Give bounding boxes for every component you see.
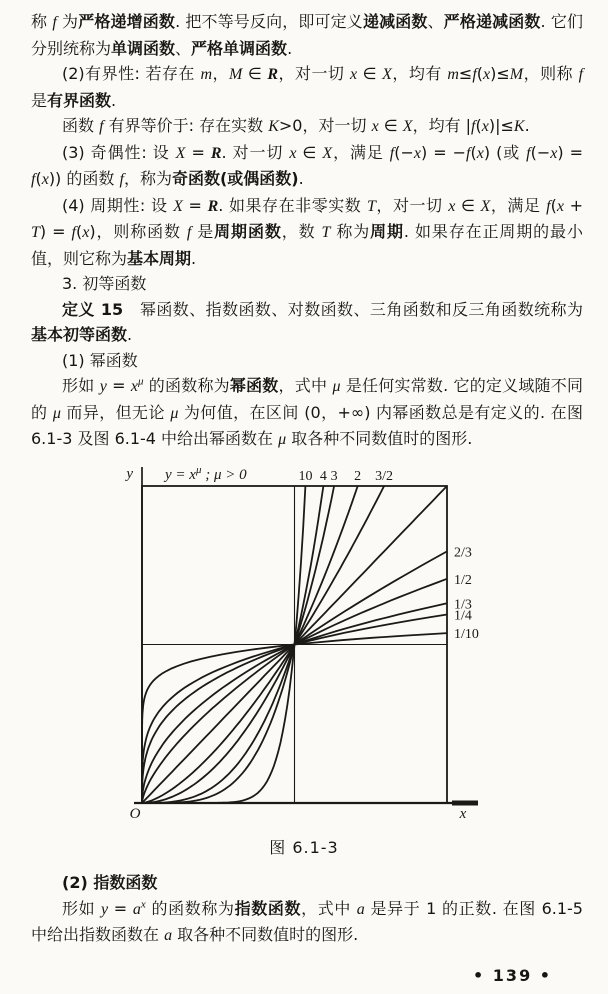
text-run: ，数: [281, 222, 322, 241]
text-run: (−: [394, 142, 414, 162]
mu-label-top: 10: [298, 468, 313, 484]
paragraph: [31, 9, 583, 61]
math-var: μ: [332, 378, 341, 395]
paragraph: [31, 113, 583, 140]
math-var: X: [175, 144, 186, 162]
math-var: x: [371, 118, 379, 135]
text-run: 取各种不同数值时的图形.: [286, 429, 473, 448]
mu-label-right: 2/3: [454, 544, 472, 560]
math-var: x: [140, 898, 146, 911]
text-run: 是任何实常数. 它的定义域随不同的: [31, 376, 583, 422]
math-var: x: [448, 197, 456, 215]
text-run: 形如: [62, 898, 101, 918]
math-var: y: [100, 900, 109, 918]
text-run: (: [35, 169, 42, 188]
math-var: x: [476, 144, 484, 162]
text-run: (2) 指数函数: [62, 873, 158, 892]
paragraph: [31, 271, 583, 297]
text-run: 单调函数: [111, 38, 176, 58]
math-var: x: [556, 197, 564, 215]
text-run: ，满足: [332, 142, 390, 162]
text-run: 称为: [330, 222, 371, 241]
y-axis-label: y: [126, 465, 133, 482]
text-run: +: [563, 195, 583, 215]
math-var: R: [207, 197, 219, 215]
formula-label: $y = x^\mu$ ; μ > 0: [165, 463, 247, 483]
math-var: K: [513, 118, 525, 135]
math-var: a: [164, 927, 173, 944]
math-var: x: [349, 66, 358, 83]
text-run: 是: [191, 222, 215, 241]
mu-label-top: 3/2: [375, 468, 394, 484]
mu-label-right: 1/4: [454, 608, 472, 624]
math-var: x: [483, 66, 491, 83]
text-run: ，均有 |: [412, 116, 472, 135]
text-run: 是异于 1 的正数. 在图 6.1-5 中给出指数函数在: [31, 898, 583, 944]
math-var: μ: [170, 404, 179, 422]
body-text-bottom: [0, 860, 608, 949]
text-run: . 对一切: [221, 142, 290, 162]
mu-label-top: 4: [319, 468, 327, 484]
text-run: 基本初等函数: [31, 325, 128, 344]
text-run: .: [298, 169, 304, 188]
text-run: 指数函数: [234, 898, 302, 918]
text-run: 、: [175, 38, 192, 58]
text-run: 定义 15: [62, 299, 124, 319]
math-var: T: [366, 197, 376, 215]
mu-label-right: 1/3: [454, 596, 472, 612]
text-run: . 它们分别统称为: [31, 12, 583, 58]
math-var: f: [578, 66, 584, 83]
text-run: =: [108, 898, 133, 918]
math-var: f: [546, 197, 551, 215]
text-run: 是: [31, 90, 48, 110]
text-run: 幂函数: [229, 376, 279, 395]
math-var: x: [481, 118, 489, 135]
text-run: 幂函数、指数函数、对数函数、三角函数和反三角函数统称为: [123, 299, 583, 319]
paragraph: [31, 61, 583, 113]
text-run: ，称为: [123, 169, 172, 188]
text-run: 递减函数: [362, 12, 428, 31]
text-run: (: [476, 64, 484, 83]
math-var: x: [82, 224, 90, 241]
text-run: 称: [31, 12, 53, 31]
math-var: f: [99, 118, 104, 135]
text-run: 有界函数: [47, 90, 112, 110]
text-run: 周期函数: [214, 222, 282, 241]
text-run: ∈: [455, 195, 481, 215]
math-var: m: [200, 66, 213, 83]
figure-caption: 图 6.1-3: [269, 837, 339, 857]
text-run: )，则称函数: [89, 222, 187, 241]
math-var: T: [31, 224, 40, 241]
text-run: (−: [530, 142, 551, 162]
paragraph: [31, 140, 583, 193]
text-run: 严格递减函数: [443, 12, 541, 31]
text-run: . 如果存在非零实数: [218, 195, 367, 215]
text-run: . 如果存在正周期的最小值，则它称为: [31, 222, 583, 268]
text-run: 基本周期: [127, 248, 192, 268]
paragraph: [31, 297, 583, 348]
text-run: ，对一切: [278, 64, 350, 83]
text-run: )|≤: [488, 116, 514, 135]
text-run: (3) 奇偶性: 设: [62, 142, 176, 162]
math-var: μ: [52, 404, 61, 422]
text-run: 周期: [370, 222, 404, 241]
text-run: (2)有界性: 若存在: [62, 64, 201, 83]
text-run: ，满足: [490, 195, 547, 215]
math-var: x: [550, 144, 558, 162]
x-axis-label: x: [459, 805, 467, 822]
text-run: ∈: [242, 64, 268, 83]
text-run: ≤: [458, 64, 473, 83]
math-var: K: [268, 118, 279, 135]
math-var: X: [322, 144, 333, 162]
text-run: .: [287, 38, 293, 58]
mu-label-right: 1/10: [454, 626, 479, 642]
math-var: m: [447, 66, 459, 83]
text-run: ，均有: [391, 64, 448, 83]
text-run: 而异，但无论: [60, 402, 171, 422]
math-var: f: [466, 144, 471, 162]
text-run: 3. 初等函数: [62, 274, 147, 293]
text-run: .: [111, 90, 117, 110]
text-run: 严格递增函数: [78, 12, 176, 31]
text-run: 严格单调函数: [191, 38, 288, 58]
text-run: .: [191, 248, 197, 268]
math-var: a: [132, 900, 141, 918]
math-var: y: [99, 378, 107, 395]
math-var: x: [41, 171, 49, 188]
text-run: 的函数称为: [145, 898, 235, 918]
text-run: ，式中: [278, 376, 333, 395]
math-var: X: [382, 66, 392, 83]
text-run: 取各种不同数值时的图形.: [172, 925, 359, 944]
page-number: • 139 •: [473, 965, 552, 985]
text-run: )≤: [490, 64, 510, 83]
math-var: f: [472, 66, 477, 83]
math-var: f: [471, 118, 476, 135]
math-var: R: [210, 144, 222, 162]
text-run: ) =: [557, 142, 584, 162]
text-run: =: [106, 376, 131, 395]
paragraph: [31, 193, 583, 272]
math-var: f: [526, 144, 531, 162]
text-run: ) =: [39, 222, 72, 241]
math-var: M: [509, 66, 524, 83]
power-function-plot: [0, 461, 540, 823]
math-var: X: [480, 197, 491, 215]
math-var: x: [130, 378, 138, 395]
paragraph: [31, 373, 583, 453]
text-run: >0，对一切: [278, 116, 372, 135]
math-var: f: [52, 14, 57, 31]
text-run: =: [185, 142, 211, 162]
text-run: (: [550, 195, 557, 215]
math-var: μ: [137, 375, 144, 388]
text-run: =: [182, 195, 208, 215]
math-var: f: [389, 144, 395, 162]
text-run: ∈: [378, 116, 403, 135]
math-var: μ: [278, 431, 287, 448]
math-var: M: [228, 66, 243, 83]
text-run: 奇函数(或偶函数): [171, 169, 299, 188]
text-run: 的函数称为: [143, 376, 230, 395]
text-run: (: [470, 142, 477, 162]
math-var: f: [71, 224, 76, 241]
text-run: ，: [212, 64, 229, 83]
text-run: ∈: [357, 64, 383, 83]
text-run: (: [475, 116, 482, 135]
text-run: 有界等价于: 存在实数: [103, 116, 269, 135]
body-text-top: [0, 0, 608, 453]
math-var: f: [119, 171, 124, 188]
paragraph: [31, 896, 583, 949]
math-var: f: [186, 224, 192, 241]
mu-label-right: 1/2: [454, 572, 472, 588]
text-run: . 把不等号反向，即可定义: [175, 12, 363, 31]
text-run: (4) 周期性: 设: [62, 195, 174, 215]
paragraph: [31, 348, 583, 374]
text-run: ∈: [296, 142, 323, 162]
text-run: ，则称: [523, 64, 579, 83]
text-run: 为何值，在区间 (0，+∞) 内幂函数总是有定义的. 在图 6.1-3 及图 6.1-4 中给出幂函数在: [31, 402, 583, 448]
origin-label: O: [129, 805, 141, 822]
mu-label-top: 3: [330, 468, 338, 484]
text-run: .: [524, 116, 530, 135]
text-run: 、: [427, 12, 444, 31]
mu-label-top: 2: [354, 468, 362, 484]
text-run: (: [75, 222, 83, 241]
text-run: ) (或: [483, 142, 527, 162]
figure-6-1-3: [0, 461, 608, 861]
text-run: 形如: [62, 376, 100, 395]
text-run: )) 的函数: [48, 169, 120, 188]
text-run: ) = −: [421, 142, 467, 162]
text-run: .: [127, 325, 133, 344]
text-run: ，式中: [301, 898, 357, 918]
math-var: x: [289, 144, 297, 162]
math-var: X: [173, 197, 183, 215]
math-var: R: [267, 66, 279, 83]
text-run: 函数: [62, 116, 100, 135]
math-var: f: [31, 171, 36, 188]
paragraph: [31, 870, 583, 896]
math-var: x: [413, 144, 421, 162]
text-run: 为: [56, 12, 79, 31]
text-run: (1) 幂函数: [62, 350, 138, 370]
math-var: T: [321, 224, 331, 241]
math-var: X: [402, 118, 413, 135]
math-var: a: [356, 900, 365, 918]
text-run: ，对一切: [375, 195, 449, 215]
